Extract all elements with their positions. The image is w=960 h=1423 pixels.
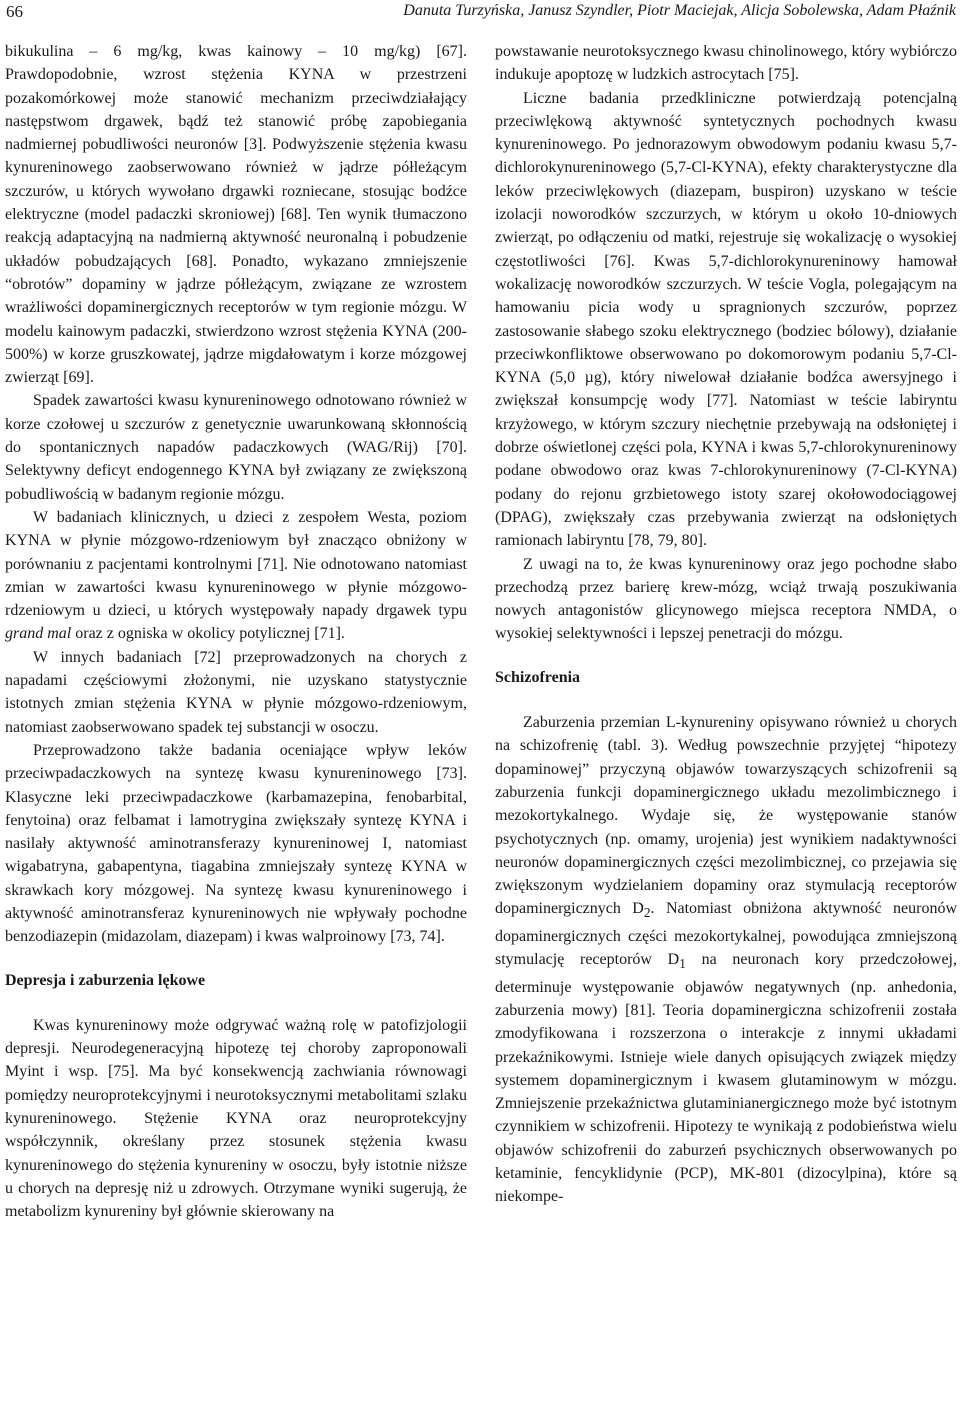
right-paragraph-1: powstawanie neurotoksycznego kwasu chinolinowego, który wybiórczo indukuje apoptozę w ludzkich astrocytach [75]. — [495, 43, 957, 84]
subscript-d1: 1 — [679, 956, 686, 972]
section-heading-schizophrenia: Schizofrenia — [495, 668, 581, 686]
left-paragraph-2: Spadek zawartości kwasu kynureninowego odnotowano również w korze czołowej u szczurów z genetycznie uwarunkowaną skłonnością do spontanicznych napadów padaczkowych (WAG/Rij) [70]. Selektywny deficyt endogennego KYNA był związany ze zwiększoną pobudliwością w badanym regionie mózgu. — [5, 392, 467, 503]
left-paragraph-1: bikukulina – 6 mg/kg, kwas kainowy – 10 mg/kg) [67]. Prawdopodobnie, wzrost stężenia KYNA w przestrzeni pozakomórkowej może stanowić mechanizm przeciwdziałający następstwom drgawek, bądź też stanowić próbę zapobiegania nadmiernej pobudliwości neuronów [3]. Podwyższenie stężenia kwasu kynureninowego zaobserwowano również w jądrze półleżącym szczurów, u których wywołano drgawki rozniecane, stosując bodźce elektryczne (model padaczki skroniowej) [68]. Ten wynik tłumaczono reakcją adaptacyjną na nadmierną aktywność neuronalną i pobudzenie układów pobudzających [68]. Ponadto, wykazano zmniejszenie “obrotów” dopaminy w jądrze półleżącym, związane ze wzrostem wrażliwości dopaminergicznych receptorów w tym regionie mózgu. W modelu kainowym padaczki, stwierdzono wzrost stężenia KYNA (200-500%) w korze gruszkowatej, jądrze migdałowatym i korze mózgowej zwierząt [69]. — [5, 43, 467, 387]
right-column — [495, 40, 957, 1209]
left-paragraph-5: Przeprowadzono także badania oceniające wpływ leków przeciwpadaczkowych na syntezę kwasu kynureninowego [73]. Klasyczne leki przeciwpadaczkowe (karbamazepina, fenobarbital, fenytoina) oraz felbamat i lamotrygina zwiększały syntezę KYNA i nasilały aktywność aminotransferazy kynureninowej I, natomiast wigabatryna, gabapentyna, tiagabina zmniejszały syntezę KYNA w skrawkach kory mózgowej. Na syntezę kwasu kynureninowego i aktywność aminotransferaz kynureninowych nie wpływały pochodne benzodiazepin (midazolam, diazepam) i kwas walproinowy [73, 74]. — [5, 741, 467, 946]
left-paragraph-3-text-a: W badaniach klinicznych, u dzieci z zespołem Westa, poziom KYNA w płynie mózgowo-rdzeniowym był znacząco obniżony w porównaniu z pacjentami kontrolnymi [71]. Nie odnotowano natomiast zmian w zawartości kwasu kynureninowego w płynie mózgowo-rdzeniowym u dzieci, u których występowały napady drgawek typu — [5, 508, 467, 620]
section-heading-depression: Depresja i zaburzenia lękowe — [5, 971, 206, 989]
right-paragraph-4 — [495, 711, 957, 1209]
left-paragraph-3-text-b: oraz z ogniska w okolicy potylicznej [71]. — [71, 625, 345, 643]
right-paragraph-2: Liczne badania przedkliniczne potwierdzają potencjalną przeciwlękową aktywność syntetycznych pochodnych kwasu kynureninowego. Po jednorazowym obwodowym podaniu kwasu 5,7-dichlorokynureninowego (5,7-Cl-KYNA), efekty charakterystyczne dla leków przeciwlękowych (diazepam, buspiron) uzyskano w teście izolacji noworodków szczurzych, w którym u około 10-dniowych zwierząt, po odłączeniu od matki, rejestruje się wokalizację o wysokiej częstotliwości [76]. Kwas 5,7-dichlorokynureninowy hamował wokalizację noworodków szczurzych. W teście Vogla, polegającym na hamowaniu picia wody u spragnionych szczurów, poprzez zastosowanie słabego szoku elektrycznego (bodziec bólowy), działanie przeciwkonfliktowe obserwowano po dokomorowym podaniu 5,7-Cl-KYNA (5,0 µg), który niwelował działanie bodźca awersyjnego i zwiększał konsumpcję wody [77]. Natomiast w teście labiryntu krzyżowego, w którym szczury niechętnie przebywają na odsłoniętej i dobrze oświetlonej części pola, KYNA i kwas 5,7-chlorokynureninowy podane obwodowo oraz kwas 7-chlorokynureninowy (7-Cl-KYNA) podany do rejonu grzbietowego istoty szarej okołowodociągowej (DPAG), zwiększały czas przebywania zwierząt na odsłoniętych ramionach labiryntu [78, 79, 80]. — [495, 89, 957, 550]
left-column — [5, 40, 467, 1224]
left-paragraph-4: W innych badaniach [72] przeprowadzonych na chorych z napadami częściowymi złożonymi, nie uzyskano statystycznie istotnych zmian stężenia KYNA w płynie mózgowo-rdzeniowym, natomiast zaobserwowano spadek tej substancji w osoczu. — [5, 648, 467, 736]
subscript-d2: 2 — [643, 905, 651, 921]
left-paragraph-3 — [5, 506, 467, 646]
right-paragraph-3: Z uwagi na to, że kwas kynureninowy oraz jego pochodne słabo przechodzą przez barierę krew-mózg, wciąż trwają poszukiwania nowych antagonistów glicynowego miejsca receptora NMDA, o wysokiej selektywności i lepszej penetracji do mózgu. — [495, 555, 957, 643]
right-paragraph-4-text-c: na neuronach kory przedczołowej, determinuje występowanie objawów negatywnych (np. anhedonia, zaburzenia mowy) [81]. Teoria dopaminergiczna schizofrenii została zmodyfikowana i rozszerzona o interakcje z innymi układami przekaźnikowymi. Istnieje wiele danych opisujących związek między systemem dopaminergicznym i kwasem glutaminowym w mózgu. Zmniejszenie przekaźnictwa glutaminianergicznego może być istotnym czynnikiem w schizofrenii. Hipotezy te wynikają z podobieństwa wielu objawów schizofrenii do zaburzeń psychicznych obserwowanych po ketaminie, fencyklidynie (PCP), MK-801 (dizocylpina), które są niekompe- — [495, 951, 958, 1206]
left-paragraph-6: Kwas kynureninowy może odgrywać ważną rolę w patofizjologii depresji. Neurodegeneracyjną hipotezę tej choroby zaproponowali Myint i wsp. [75]. Ma być konsekwencją zachwiania równowagi pomiędzy neuroprotekcyjnymi i neurotoksycznymi metabolitami szlaku kynureninowego. Stężenie KYNA oraz neuroprotekcyjny współczynnik, określany przez stosunek stężenia kwasu kynureninowego do stężenia kynureniny w osoczu, były istotnie niższe u chorych na depresję niż u zdrowych. Otrzymane wyniki sugerują, że metabolizm kynureniny był głównie skierowany na — [5, 1016, 467, 1221]
running-header — [6, 2, 956, 24]
italic-term: grand mal — [5, 625, 72, 643]
right-paragraph-4-text-a: Zaburzenia przemian L-kynureniny opisywano również u chorych na schizofrenię (tabl. 3). Według powszechnie przyjętej “hipotezy dopaminowej” przyczyną objawów towarzyszących schizofrenii są zaburzenia funkcji dopaminergicznego układu mezolimbicznego i mezokortykalnego. Wydaje się, że występowanie stanów psychotycznych (np. omamy, urojenia) jest wynikiem nadaktywności neuronów dopaminergicznych części mezolimbicznej, co przejawia się zwiększonym wydzielaniem dopaminy oraz stymulacją receptorów dopaminergicznych D — [495, 714, 957, 918]
running-head-authors: Danuta Turzyńska, Janusz Szyndler, Piotr Maciejak, Alicja Sobolewska, Adam Płaźnik — [403, 2, 956, 19]
right-paragraph-4-text-b: . Natomiast obniżona aktywność neuronów dopaminergicznych części mezokortykalnej, powodująca zmniejszoną stymulację receptorów D — [495, 900, 958, 969]
page-number: 66 — [6, 2, 23, 21]
